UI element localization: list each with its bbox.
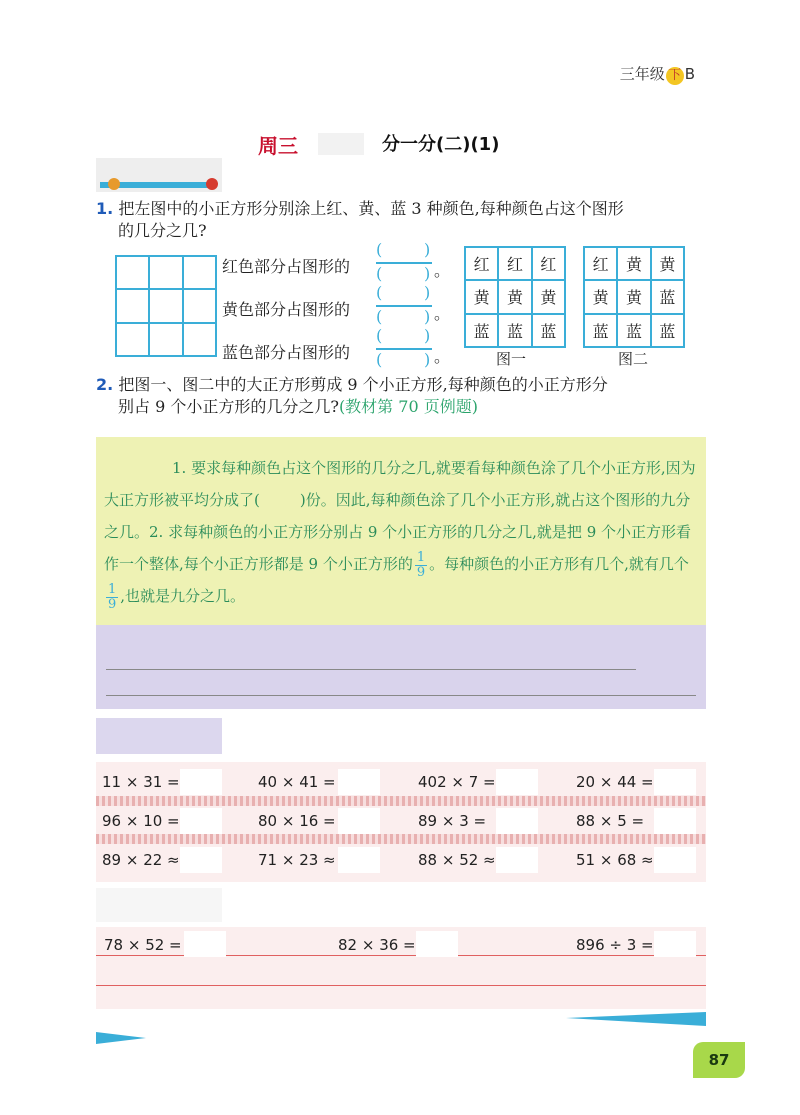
fill-label: 红色部分占图形的 xyxy=(222,257,351,276)
figure-two-grid xyxy=(583,246,685,348)
grade-mark-badge: 下 xyxy=(666,67,684,85)
grid-cell[interactable] xyxy=(116,289,149,322)
decorative-swoosh xyxy=(96,1012,706,1044)
tip-part1: 1. 要求每种颜色占这个图形的几分之几,就要看每种颜色涂了几个小正方形,因为大正方形被平均分成了( xyxy=(104,459,696,509)
answer-box[interactable] xyxy=(654,847,696,873)
q2-text-line1: 把图一、图二中的大正方形剪成 9 个小正方形,每种颜色的小正方形分 xyxy=(118,375,608,394)
calc-item: 88 × 5 = xyxy=(576,812,645,830)
figure-cell: 黄 xyxy=(617,247,650,280)
calc-item: 11 × 31 = xyxy=(102,773,180,791)
writing-line[interactable] xyxy=(106,695,696,696)
figure-one-grid xyxy=(464,246,566,348)
fraction-numerator: 1 xyxy=(108,581,117,597)
fraction-numerator: 1 xyxy=(416,549,426,565)
period: 。 xyxy=(434,347,451,366)
grade-label xyxy=(620,63,695,85)
answer-box[interactable] xyxy=(338,847,380,873)
q2-text-line2 xyxy=(118,396,478,418)
figure-cell: 蓝 xyxy=(584,314,617,347)
answer-box[interactable] xyxy=(496,847,538,873)
paren-close: ) xyxy=(424,307,431,326)
grade-prefix: 三年级 xyxy=(619,65,665,83)
paren-open: ( xyxy=(376,326,383,345)
grid-cell[interactable] xyxy=(149,323,182,356)
blank-grid[interactable] xyxy=(115,255,217,357)
answer-box[interactable] xyxy=(180,808,222,834)
grid-cell[interactable] xyxy=(149,289,182,322)
figure-cell: 黄 xyxy=(584,280,617,313)
paren-open: ( xyxy=(376,283,383,302)
figure-cell: 蓝 xyxy=(651,314,684,347)
tip-part4: ,也就是九分之几。 xyxy=(120,587,246,605)
calc-item: 89 × 3 = xyxy=(418,812,487,830)
figure-cell: 黄 xyxy=(651,247,684,280)
paren-open: ( xyxy=(376,240,383,259)
figure-cell: 蓝 xyxy=(617,314,650,347)
fill-row-blue xyxy=(222,340,350,363)
calc-item: 402 × 7 = xyxy=(418,773,496,791)
tip-text xyxy=(104,452,700,612)
answer-box[interactable] xyxy=(496,769,538,795)
textbook-hint: (教材第 70 页例题) xyxy=(338,397,478,416)
paren-open: ( xyxy=(376,264,383,283)
figure-two-caption: 图二 xyxy=(618,350,649,368)
figure-cell: 蓝 xyxy=(532,314,565,347)
q2-prompt xyxy=(96,374,706,396)
day-title: 周三 xyxy=(258,134,298,158)
fill-row-yellow xyxy=(222,297,350,320)
figure-one-caption: 图一 xyxy=(496,350,527,368)
fill-row-red xyxy=(222,254,350,277)
calc-item: 71 × 23 ≈ xyxy=(258,851,336,869)
figure-cell: 红 xyxy=(465,247,498,280)
grid-cell[interactable] xyxy=(183,323,216,356)
paren-close: ) xyxy=(424,264,431,283)
calc-item: 51 × 68 ≈ xyxy=(576,851,654,869)
q1-number: 1. xyxy=(96,199,114,218)
figure-cell: 黄 xyxy=(465,280,498,313)
grid-cell[interactable] xyxy=(183,289,216,322)
grid-cell[interactable] xyxy=(183,256,216,289)
calc-item: 82 × 36 = xyxy=(338,936,416,954)
grade-suffix: B xyxy=(684,65,695,83)
answer-box[interactable] xyxy=(338,808,380,834)
answer-box[interactable] xyxy=(338,769,380,795)
figure-cell: 黄 xyxy=(617,280,650,313)
calc-item: 80 × 16 = xyxy=(258,812,336,830)
answer-box[interactable] xyxy=(180,847,222,873)
fraction-denominator: 9 xyxy=(416,564,426,580)
fraction-denominator: 9 xyxy=(108,596,117,612)
calc-item: 20 × 44 = xyxy=(576,773,654,791)
paren-open: ( xyxy=(376,350,383,369)
answer-box[interactable] xyxy=(654,769,696,795)
page-number: 87 xyxy=(693,1042,745,1078)
figure-cell: 蓝 xyxy=(651,280,684,313)
fill-label: 黄色部分占图形的 xyxy=(222,300,351,319)
fraction-one-ninth xyxy=(106,583,118,612)
grid-cell[interactable] xyxy=(149,256,182,289)
divider-line xyxy=(96,985,706,986)
figure-cell: 黄 xyxy=(498,280,531,313)
figure-cell: 红 xyxy=(498,247,531,280)
paren-open: ( xyxy=(376,307,383,326)
calc-item: 89 × 22 ≈ xyxy=(102,851,180,869)
calc-item: 78 × 52 = xyxy=(104,936,182,954)
fraction-one-ninth xyxy=(415,551,427,580)
grid-cell[interactable] xyxy=(116,256,149,289)
section-banner-calc xyxy=(96,718,222,754)
calc-item: 896 ÷ 3 = xyxy=(576,936,654,954)
mascot-icon xyxy=(100,178,220,190)
figure-cell: 红 xyxy=(532,247,565,280)
writing-line[interactable] xyxy=(106,669,636,670)
answer-box[interactable] xyxy=(416,931,458,957)
answer-box[interactable] xyxy=(654,808,696,834)
paren-close: ) xyxy=(424,326,431,345)
calc-item: 88 × 52 ≈ xyxy=(418,851,496,869)
fill-label: 蓝色部分占图形的 xyxy=(222,343,351,362)
period: 。 xyxy=(434,304,451,323)
section-banner-vertical-calc xyxy=(96,888,222,922)
calc-item: 96 × 10 = xyxy=(102,812,180,830)
q1-text-line2: 的几分之几? xyxy=(118,221,207,240)
paren-close: ) xyxy=(424,240,431,259)
divider-stripe xyxy=(96,834,706,844)
q2-number: 2. xyxy=(96,375,114,394)
grid-cell[interactable] xyxy=(116,323,149,356)
period: 。 xyxy=(434,261,451,280)
figure-cell: 红 xyxy=(584,247,617,280)
figure-cell: 黄 xyxy=(532,280,565,313)
answer-box[interactable] xyxy=(184,931,226,957)
figure-cell: 蓝 xyxy=(465,314,498,347)
q2-text-line2-main: 别占 9 个小正方形的几分之几? xyxy=(118,397,339,416)
answer-box[interactable] xyxy=(180,769,222,795)
title-band xyxy=(318,133,364,155)
answer-box[interactable] xyxy=(496,808,538,834)
q1-text-line1: 把左图中的小正方形分别涂上红、黄、蓝 3 种颜色,每种颜色占这个图形 xyxy=(118,199,624,218)
q1-prompt xyxy=(96,198,706,220)
answer-box[interactable] xyxy=(654,931,696,957)
calc-item: 40 × 41 = xyxy=(258,773,336,791)
lesson-title: 分一分(二)(1) xyxy=(382,134,500,155)
paren-close: ) xyxy=(424,283,431,302)
paren-close: ) xyxy=(424,350,431,369)
tip-part2: )份。因此,每种颜色涂了几个小正方形,就占这个图形的九分之几。2. 求每种颜色的小正方形分别占 9 个小正方形的几分之几,就是把 9 个小正方形看作一个整体,每个小正方形都是 9 个小正方形的 xyxy=(104,491,692,573)
tip-part3: 。每种颜色的小正方形有几个,就有几个 xyxy=(429,555,689,573)
figure-cell: 蓝 xyxy=(498,314,531,347)
divider-stripe xyxy=(96,796,706,806)
